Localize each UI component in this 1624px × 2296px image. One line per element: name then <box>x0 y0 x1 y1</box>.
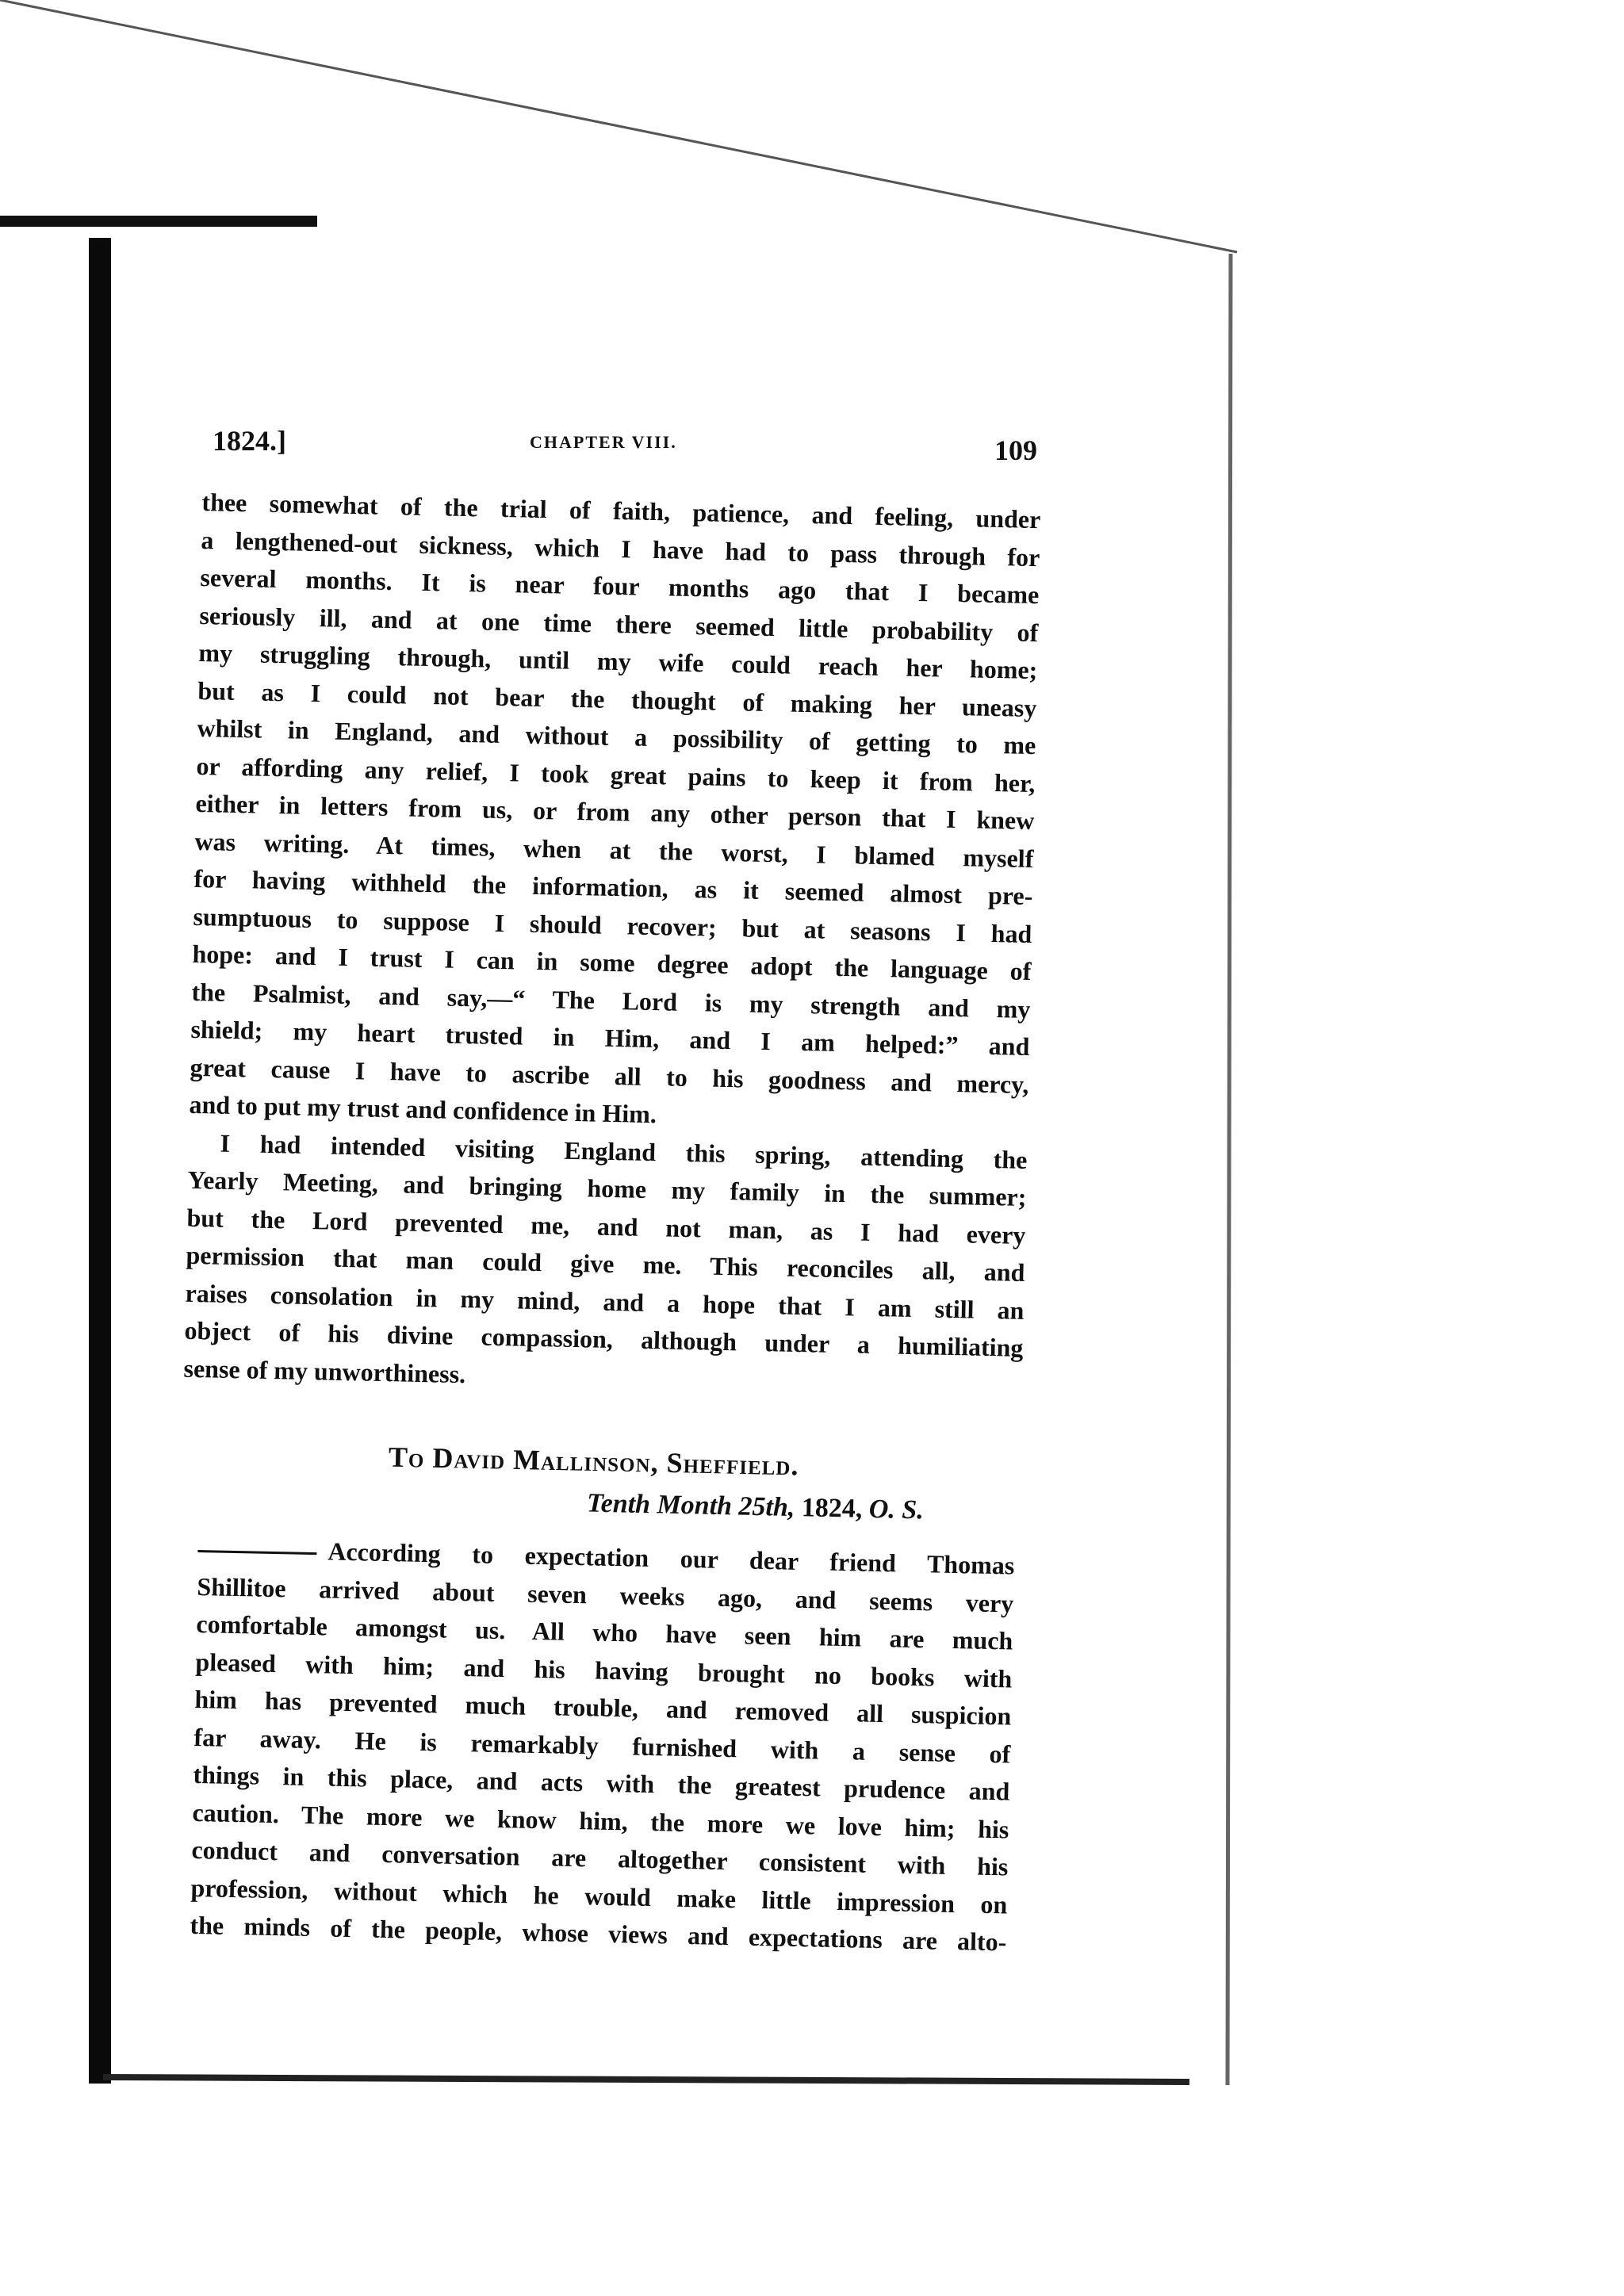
body-text <box>183 484 1041 1405</box>
letter-heading: To David Mallinson, Sheffield. <box>388 1441 799 1482</box>
page-number: 109 <box>994 434 1037 466</box>
text-line: I had intended visiting England this spring, attending the <box>220 1128 1028 1174</box>
text-line: things in this place, and acts with the greatest prudence and <box>193 1759 1010 1806</box>
text-line: him has prevented much trouble, and removed all suspicion <box>194 1684 1012 1731</box>
text-line: profession, without which he would make little impression on <box>190 1873 1008 1919</box>
text-line: Yearly Meeting, and bringing home my family in the summer; <box>187 1165 1027 1211</box>
text-line: sense of my unworthiness. <box>183 1353 466 1388</box>
running-head-year: 1824.] <box>213 425 286 457</box>
text-line: object of his divine compassion, although under a humiliating <box>184 1315 1024 1362</box>
running-head-chapter: CHAPTER VIII. <box>530 432 677 452</box>
text-line: caution. The more we know him, the more we love him; his <box>192 1797 1009 1843</box>
text-line: the minds of the people, whose views and expectations are alto- <box>190 1910 1007 1957</box>
text-line: but as I could not bear the thought of making her uneasy <box>197 675 1037 722</box>
running-header <box>213 424 1037 472</box>
text-line: permission that man could give me. This reconciles all, and <box>186 1240 1025 1287</box>
text-line: the Psalmist, and say,—“ The Lord is my strength and my <box>191 977 1031 1024</box>
text-line: for having withheld the information, as it seemed almost pre- <box>193 863 1033 911</box>
spine-bar <box>89 238 111 2084</box>
text-line: seriously ill, and at one time there seemed little probability of <box>199 600 1039 647</box>
text-line: a lengthened-out sickness, which I have had to pass through for <box>201 525 1040 572</box>
top-binding-edge <box>0 216 317 227</box>
text-line: great cause I have to ascribe all to his goodness and mercy, <box>190 1052 1029 1099</box>
dateline-style: O. S. <box>868 1494 925 1525</box>
paragraph-1 <box>189 484 1041 1141</box>
left-page-edge <box>103 2077 1189 2082</box>
dateline-year: 1824, <box>794 1493 870 1525</box>
text-line: hope: and I trust I can in some degree adopt the language of <box>192 939 1032 986</box>
omission-dash <box>197 1550 316 1555</box>
text-line: Shillitoe arrived about seven weeks ago, and seems very <box>197 1571 1014 1618</box>
right-page-edge <box>1228 254 1231 2085</box>
text-line: was writing. At times, when at the worst, I blamed myself <box>194 826 1034 873</box>
text-line: pleased with him; and his having brought no books with <box>195 1647 1013 1693</box>
text-line: my struggling through, until my wife could reach her home; <box>198 637 1038 685</box>
text-line: either in letters from us, or from any other person that I knew <box>195 788 1035 836</box>
paragraph-2 <box>183 1123 1028 1405</box>
text-line: sumptuous to suppose I should recover; but at seasons I had <box>193 901 1032 948</box>
text-line: conduct and conversation are altogether consistent with his <box>191 1835 1009 1881</box>
text-line: but the Lord prevented me, and not man, as I had every <box>186 1203 1026 1249</box>
text-line: far away. He is remarkably furnished with a sense of <box>193 1722 1011 1769</box>
text-line: several months. It is near four months ago that I became <box>200 562 1040 610</box>
text-line: or affording any relief, I took great pains to keep it from her, <box>196 751 1036 798</box>
text-line: thee somewhat of the trial of faith, patience, and feeling, under <box>201 487 1041 534</box>
top-page-edge <box>0 0 1237 252</box>
text-line: shield; my heart trusted in Him, and I am helped:” and <box>190 1014 1030 1062</box>
text-line: whilst in England, and without a possibility of getting to me <box>197 713 1036 760</box>
dateline-month: Tenth Month 25th, <box>586 1488 795 1523</box>
letter-first-line: According to expectation our dear friend Thomas <box>327 1536 1015 1580</box>
text-line: raises consolation in my mind, and a hope that I am still an <box>185 1278 1025 1325</box>
letter-body <box>190 1530 1015 1961</box>
text-line: comfortable amongst us. All who have seen him are much <box>196 1609 1013 1655</box>
text-line: and to put my trust and confidence in Him. <box>189 1089 657 1129</box>
